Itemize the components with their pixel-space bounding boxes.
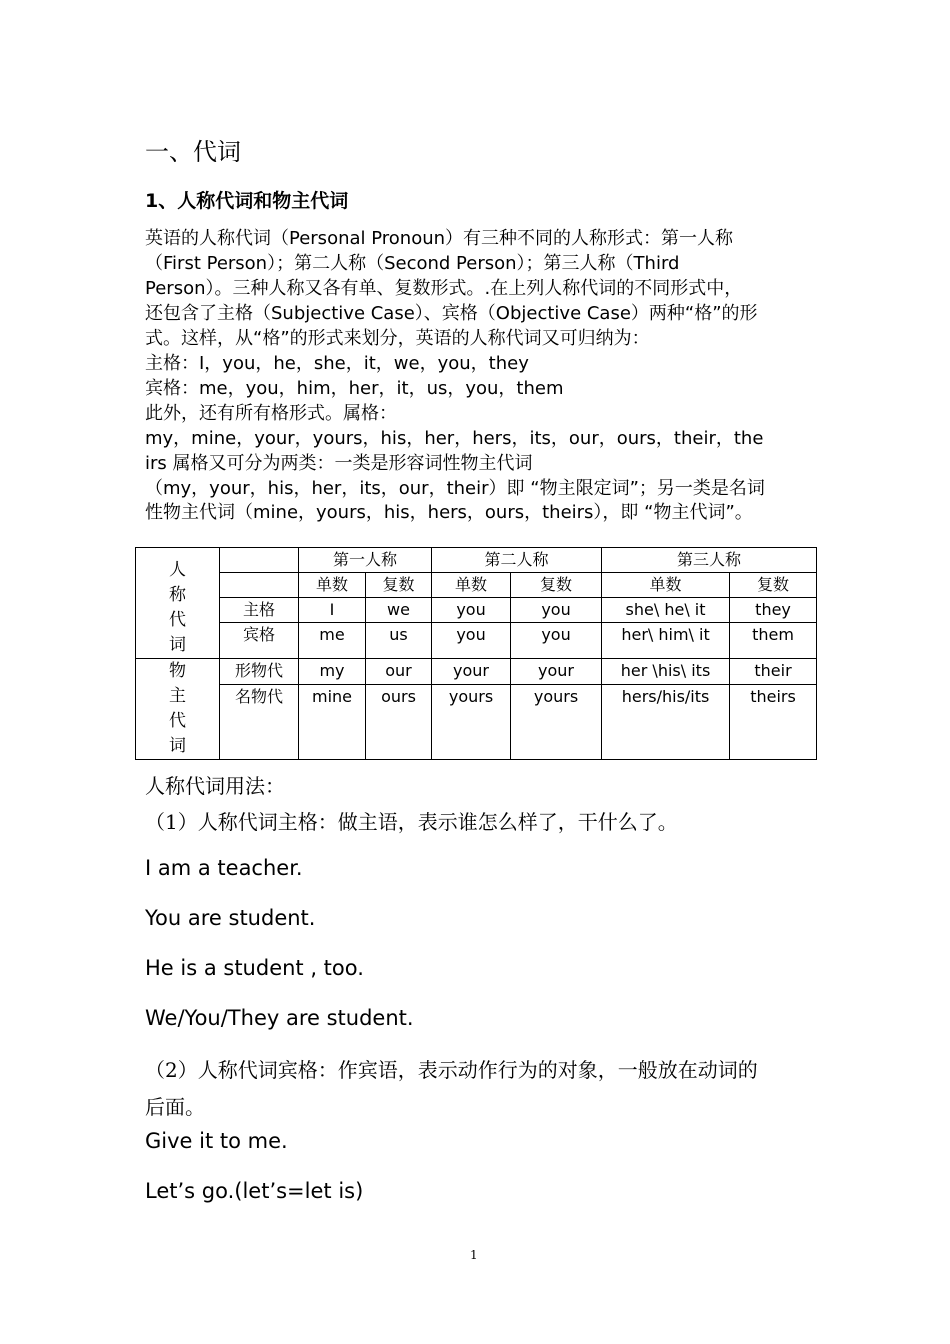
example-sentence: We/You/They are student. <box>145 1006 414 1030</box>
example-sentence: You are student. <box>145 906 316 930</box>
table-cell: yours <box>432 684 511 760</box>
row-label: 名物代 <box>220 684 299 760</box>
header-first-person: 第一人称 <box>299 548 432 573</box>
usage-rule-1: （1）人称代词主格：做主语，表示谁怎么样了，干什么了。 <box>145 810 678 834</box>
header-plural: 复数 <box>366 573 432 598</box>
intro-line: 主格：I，you，he，she，it，we，you，they <box>145 353 529 374</box>
table-cell: us <box>366 623 432 659</box>
header-singular: 单数 <box>432 573 511 598</box>
row-label: 形物代 <box>220 659 299 685</box>
usage-rule-2-cont: 后面。 <box>145 1095 205 1119</box>
table-cell: my <box>299 659 366 685</box>
intro-line: Person）。三种人称又各有单、复数形式。.在上列人称代词的不同形式中， <box>145 278 743 299</box>
example-sentence: Let’s go.(let’s=let is) <box>145 1179 364 1203</box>
usage-rule-2: （2）人称代词宾格：作宾语，表示动作行为的对象，一般放在动词的 <box>145 1058 758 1082</box>
header-plural: 复数 <box>511 573 602 598</box>
table-cell: theirs <box>730 684 817 760</box>
header-singular: 单数 <box>602 573 730 598</box>
table-cell: your <box>432 659 511 685</box>
table-cell: mine <box>299 684 366 760</box>
group-label-possessive: 物 主 代 词 <box>136 659 220 760</box>
table-cell: you <box>432 598 511 623</box>
table-cell: our <box>366 659 432 685</box>
table-cell: her\ him\ it <box>602 623 730 659</box>
table-cell: their <box>730 659 817 685</box>
intro-line: （First Person）；第二人称（Second Person）；第三人称（Third <box>145 253 680 274</box>
table-cell: you <box>511 598 602 623</box>
intro-line: 英语的人称代词（Personal Pronoun）有三种不同的人称形式：第一人称 <box>145 228 734 249</box>
intro-line: my，mine，your，yours，his，her，hers，its，our，ours，their，the <box>145 428 764 449</box>
subsection-heading: 1、人称代词和物主代词 <box>145 190 349 212</box>
row-label: 宾格 <box>220 623 299 659</box>
intro-line: 性物主代词（mine，yours，his，hers，ours，theirs），即 “物主代词”。 <box>145 502 753 523</box>
intro-line: 宾格：me，you，him，her，it，us，you，them <box>145 378 564 399</box>
header-plural: 复数 <box>730 573 817 598</box>
table-cell: me <box>299 623 366 659</box>
header-third-person: 第三人称 <box>602 548 817 573</box>
header-second-person: 第二人称 <box>432 548 602 573</box>
intro-line: 还包含了主格（Subjective Case）、宾格（Objective Case）两种“格”的形 <box>145 303 758 324</box>
table-cell: you <box>511 623 602 659</box>
table-cell: her \his\ its <box>602 659 730 685</box>
header-blank <box>220 548 299 573</box>
table-cell: yours <box>511 684 602 760</box>
header-blank <box>220 573 299 598</box>
usage-title: 人称代词用法： <box>145 774 285 798</box>
intro-line: irs 属格又可分为两类：一类是形容词性物主代词 <box>145 453 533 474</box>
intro-line: 此外，还有所有格形式。属格： <box>145 403 397 424</box>
table-cell: she\ he\ it <box>602 598 730 623</box>
table-cell: ours <box>366 684 432 760</box>
row-label: 主格 <box>220 598 299 623</box>
pronoun-table <box>135 547 817 760</box>
group-label-personal: 人 称 代 词 <box>136 548 220 659</box>
example-sentence: Give it to me. <box>145 1129 288 1153</box>
intro-line: 式。这样，从“格”的形式来划分，英语的人称代词又可归纳为： <box>145 328 650 349</box>
example-sentence: He is a student , too. <box>145 956 364 980</box>
page-number: 1 <box>470 1248 478 1262</box>
table-cell: you <box>432 623 511 659</box>
table-cell: we <box>366 598 432 623</box>
table-cell: them <box>730 623 817 659</box>
intro-line: （my，your，his，her，its，our，their）即 “物主限定词”；另一类是名词 <box>145 478 765 499</box>
table-cell: hers/his/its <box>602 684 730 760</box>
table-cell: your <box>511 659 602 685</box>
header-singular: 单数 <box>299 573 366 598</box>
table-cell: I <box>299 598 366 623</box>
table-cell: they <box>730 598 817 623</box>
example-sentence: I am a teacher. <box>145 856 303 880</box>
section-heading: 一、代词 <box>145 138 241 166</box>
